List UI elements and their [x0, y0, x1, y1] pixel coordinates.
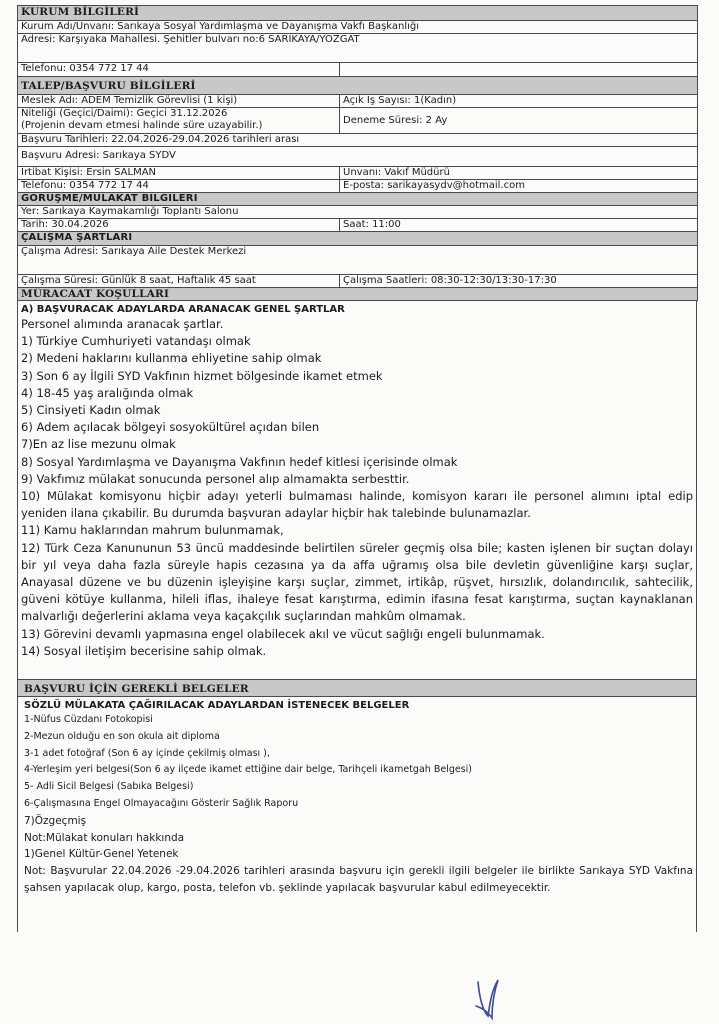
section-header-talep: TALEP/BAŞVURU BİLGİLERİ — [18, 77, 698, 95]
info-table — [17, 5, 698, 301]
document-line: 2-Mezun olduğu en son okula ait diploma — [24, 730, 220, 742]
empty-cell — [340, 63, 698, 77]
irtibat-telefon: Telefonu: 0354 772 17 44 — [18, 180, 340, 193]
condition-line: 2) Medeni haklarını kullanma ehliyetine sahip olmak — [21, 351, 322, 366]
section-header-muracaat: MÜRACAAT KOŞULLARI — [18, 288, 698, 301]
section-header-calisma: ÇALIŞMA ŞARTLARI — [18, 232, 698, 246]
calisma-suresi: Çalışma Süresi: Günlük 8 saat, Haftalık 45 saat — [18, 275, 340, 288]
condition-line: 4) 18-45 yaş aralığında olmak — [21, 385, 194, 400]
section-header-gorusme: GÖRÜŞME/MÜLAKAT BİLGİLERİ — [18, 193, 698, 206]
niteligi — [18, 108, 340, 134]
document-line: Not:Mülakat konuları hakkında — [24, 831, 185, 844]
document-line: 4-Yerleşim yeri belgesi(Son 6 ay ilçede ikamet ettiğine dair belge, Tarihçeli ikametgah Belgesi) — [24, 764, 472, 776]
deneme-suresi: Deneme Süresi: 2 Ay — [340, 108, 698, 134]
document-line: 6-Çalışmasına Engel Olmayacağını Gösterir Sağlık Raporu — [24, 797, 299, 809]
signature-mark — [470, 972, 510, 1022]
condition-line: 6) Adem açılacak bölgeyi sosyokültürel açıdan bilen — [21, 420, 320, 435]
gorusme-tarih: Tarih: 30.04.2026 — [18, 219, 340, 232]
document-line: 3-1 adet fotoğraf (Son 6 ay içinde çekilmiş olması ), — [24, 747, 270, 759]
niteligi-line-2: (Projenin devam etmesi halinde süre uzayabilir.) — [21, 120, 263, 131]
conditions-subheader: A) BAŞVURACAK ADAYLARDA ARANACAK GENEL ŞARTLAR — [21, 304, 345, 315]
gorusme-yer: Yer: Sarıkaya Kaymakamlığı Toplantı Salonu — [18, 206, 698, 219]
section-header-belgeler: BAŞVURU İÇİN GEREKLİ BELGELER — [18, 680, 697, 697]
condition-line: 9) Vakfımız mülakat sonucunda personel alıp almamakta serbesttir. — [21, 471, 410, 486]
document-line: 5- Adli Sicil Belgesi (Sabıka Belgesi) — [24, 781, 194, 793]
document-line: 1-Nüfus Cüzdanı Fotokopisi — [24, 714, 153, 725]
acik-is-sayisi: Açık İş Sayısı: 1(Kadın) — [340, 95, 698, 108]
niteligi-line-1: Niteliği (Geçici/Daimi): Geçici 31.12.2026 — [21, 108, 228, 119]
condition-line: 8) Sosyal Yardımlaşma ve Dayanışma Vakfının hedef kitlesi içerisinde olmak — [21, 454, 458, 469]
condition-item-11: 11) Kamu haklarından mahrum bulunmamak, — [21, 523, 284, 538]
required-documents — [17, 697, 697, 932]
belgeler-header-table — [17, 679, 697, 697]
kurum-telefon: Telefonu: 0354 772 17 44 — [18, 63, 340, 77]
condition-item-12: 12) Türk Ceza Kanununun 53 üncü maddesinde belirtilen süreler geçmiş olsa bile; kasten işlenen bir suçtan dolayı bir yıl veya daha fazla süreyle hapis cezasına ya da affa uğramış olsa bile devletin güvenliğine karşı suçlar, Anayasal düzene ve bu düzenin işleyişine karşı suçlar, zimmet, irtikâp, rüşvet, hırsızlık, dolandırıcılık, sahtecilik, güveni kötüye kullanma, hileli iflas, ihaleye fesat karıştırma, edimin ifasına fesat karıştırma, suçtan kaynaklanan malvarlığı değerlerini aklama veya kaçakçılık suçlarından mahkûm olmamak. — [21, 540, 693, 624]
unvan: Unvanı: Vakıf Müdürü — [340, 167, 698, 180]
kurum-adi: Kurum Adı/Unvanı: Sarıkaya Sosyal Yardımlaşma ve Dayanışma Vakfı Başkanlığı — [18, 21, 698, 34]
irtibat-kisisi: İrtibat Kişisi: Ersin SALMAN — [18, 167, 340, 180]
documents-subheader: SÖZLÜ MÜLAKATA ÇAĞIRILACAK ADAYLARDAN İSTENECEK BELGELER — [24, 700, 410, 711]
condition-line: Personel alımında aranacak şartlar. — [21, 317, 224, 331]
document-line: 7)Özgeçmiş — [24, 814, 87, 827]
document-line: 1)Genel Kültür-Genel Yetenek — [24, 848, 179, 861]
condition-line: 5) Cinsiyeti Kadın olmak — [21, 403, 161, 418]
calisma-adresi: Çalışma Adresi: Sarıkaya Aile Destek Merkezi — [18, 246, 698, 275]
muracaat-conditions — [17, 301, 697, 679]
section-header-kurum: KURUM BİLGİLERİ — [18, 6, 698, 21]
gorusme-saat: Saat: 11:00 — [340, 219, 698, 232]
condition-line: 3) Son 6 ay İlgili SYD Vakfının hizmet bölgesinde ikamet etmek — [21, 368, 383, 383]
condition-item-10: 10) Mülakat komisyonu hiçbir adayı yeterli bulmaması halinde, komisyon kararı ile personel alımını iptal edip yeniden ilana çıkabilir. Bu durumda başvuran adaylar hiçbir hak talebinde bulunamazlar. — [21, 489, 693, 521]
application-note: Not: Başvurular 22.04.2026 -29.04.2026 tarihleri arasında başvuru için gerekli ilgili belgeler ile birlikte Sarıkaya SYD Vakfına şahsen yapılacak olup, kargo, posta, telefon vb. şeklinde yapılacak başvurular kabul edilmeyecektir. — [24, 865, 693, 894]
basvuru-adresi: Başvuru Adresi: Sarıkaya SYDV — [18, 147, 698, 167]
basvuru-tarihleri: Başvuru Tarihleri: 22.04.2026-29.04.2026 tarihleri arası — [18, 134, 698, 147]
condition-line: 1) Türkiye Cumhuriyeti vatandaşı olmak — [21, 334, 251, 349]
condition-line: 7)En az lise mezunu olmak — [21, 437, 176, 452]
eposta: E-posta: sarikayasydv@hotmail.com — [340, 180, 698, 193]
meslek-adi: Meslek Adı: ADEM Temizlik Görevlisi (1 kişi) — [18, 95, 340, 108]
condition-item-13: 13) Görevini devamlı yapmasına engel olabilecek akıl ve vücut sağlığı engeli bulunmamak. — [21, 626, 545, 641]
application-form — [17, 5, 697, 1024]
calisma-saatleri: Çalışma Saatleri: 08:30-12:30/13:30-17:30 — [340, 275, 698, 288]
condition-item-14: 14) Sosyal iletişim becerisine sahip olmak. — [21, 643, 267, 658]
kurum-adres: Adresi: Karşıyaka Mahallesi. Şehitler bulvarı no:6 SARIKAYA/YOZGAT — [18, 34, 698, 63]
